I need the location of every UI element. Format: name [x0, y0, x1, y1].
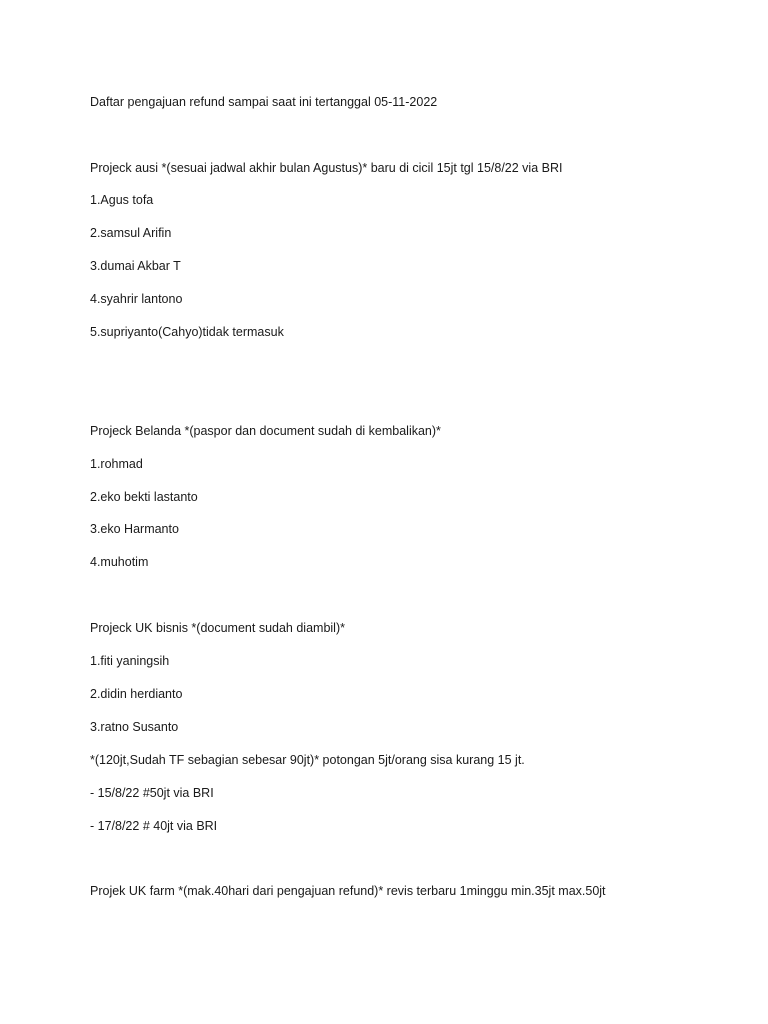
- list-item: 2.didin herdianto: [90, 687, 183, 701]
- list-item: 1.fiti yaningsih: [90, 654, 170, 668]
- list-item: 2.samsul Arifin: [90, 226, 172, 240]
- list-item: 3.ratno Susanto: [90, 720, 179, 734]
- section-heading-belanda: Projeck Belanda *(paspor dan document sudah di kembalikan)*: [90, 424, 441, 438]
- section-heading-uk-bisnis: Projeck UK bisnis *(document sudah diambil)*: [90, 621, 345, 635]
- section-heading-uk-farm: Projek UK farm *(mak.40hari dari pengajuan refund)* revis terbaru 1minggu min.35jt max.50jt: [90, 884, 606, 898]
- section-heading-ausi: Projeck ausi *(sesuai jadwal akhir bulan Agustus)* baru di cicil 15jt tgl 15/8/22 via BRI: [90, 161, 563, 175]
- list-item: 1.rohmad: [90, 457, 143, 471]
- list-item: 5.supriyanto(Cahyo)tidak termasuk: [90, 325, 284, 339]
- list-item: 4.syahrir lantono: [90, 292, 183, 306]
- payment-entry: - 15/8/22 #50jt via BRI: [90, 786, 214, 800]
- document-title: Daftar pengajuan refund sampai saat ini tertanggal 05-11-2022: [90, 95, 438, 109]
- payment-entry: - 17/8/22 # 40jt via BRI: [90, 819, 218, 833]
- list-item: 2.eko bekti lastanto: [90, 490, 198, 504]
- list-item: 4.muhotim: [90, 555, 149, 569]
- list-item: 1.Agus tofa: [90, 193, 154, 207]
- list-item: 3.dumai Akbar T: [90, 259, 181, 273]
- payment-note: *(120jt,Sudah TF sebagian sebesar 90jt)* potongan 5jt/orang sisa kurang 15 jt.: [90, 753, 525, 767]
- list-item: 3.eko Harmanto: [90, 522, 179, 536]
